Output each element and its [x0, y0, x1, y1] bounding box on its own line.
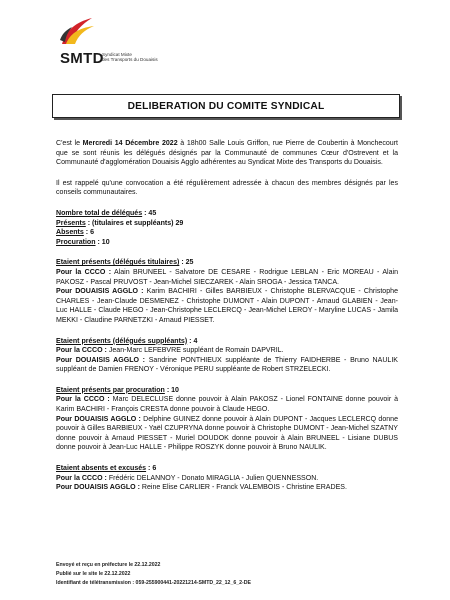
titulaires-douaisis: Pour DOUAISIS AGGLO : Karim BACHIRI - Gilles BARBIEUX - Christophe BLERVACQUE - Christophe CHARLES - Jean-Claude DESMENEZ - Christophe DUMONT - Alain DUPONT - Arnaud GLABIEN - Jean-Luc HALLE - Claude HEGO - Jean-Christophe LECLERCQ - Jean-Michel LEROY - Maryline LUCAS - Jamila MEKKI - Claudine PARNETZKI - Arnaud PIESSET. [56, 288, 398, 324]
titulaires-heading: Etaient présents (délégués titulaires) : 25 [56, 259, 194, 267]
total-absents: Absents : 6 [56, 229, 94, 237]
document-title: DELIBERATION DU COMITE SYNDICAL [127, 100, 325, 112]
logo-tagline: Syndicat Mixte des Transports du Douaisis [102, 52, 158, 63]
total-procuration: Procuration : 10 [56, 238, 110, 246]
smtd-logo [50, 14, 170, 74]
procuration-ccco: Pour la CCCO : Marc DELECLUSE donne pouvoir à Alain PAKOSZ - Lionel FONTAINE donne pouvoir à Karim BACHIRI - François CRESTA donne pouvoir à Claude HEGO. [56, 396, 399, 414]
intro-paragraph: C'est le Mercredi 14 Décembre 2022 à 18h00 Salle Louis Griffon, rue Pierre de Coubertin à Monchecourt que se sont réunis les délégués désignés par la Communauté de communes Cœur d'Ostrevent et la Communauté d'agglomération Douaisis Agglo adhérentes au Syndicat Mixte des Transports du Douaisis. [56, 140, 398, 167]
absents-douaisis: Pour DOUAISIS AGGLO : Reine Elise CARLIER - Franck VALEMBOIS - Christine ERADES. [56, 484, 347, 492]
footer-prefecture: Envoyé et reçu en préfecture le 22.12.2022 [56, 562, 161, 568]
transmission-footer [56, 561, 251, 588]
footer-identifier: Identifiant de télétransmission : 059-255900441-20221214-SMTD_22_12_6_2-DE [56, 580, 251, 586]
logo-mark-icon [56, 14, 96, 50]
logo-wordmark: SMTD [60, 50, 104, 67]
footer-publication: Publié sur le site le 22.12.2022 [56, 571, 131, 577]
convocation-paragraph: Il est rappelé qu'une convocation a été régulièrement adressée à chacun des membres désignés par les conseils communautaires. [56, 179, 398, 197]
suppleants-heading: Etaient présents (délégués suppléants) : 4 [56, 337, 198, 345]
total-presents: Présents : (titulaires et suppléants) 29 [56, 219, 184, 227]
procuration-douaisis: Pour DOUAISIS AGGLO : Delphine GUINEZ donne pouvoir à Alain DUPONT - Jacques LECLERCQ donne pouvoir à Gilles BARBIEUX - Yaël CZUPRYNA donne pouvoir à Christophe DUMONT - Jean-Michel SZATNY donne pouvoir à Arnaud PIESSET - Muriel DOUDOK donne pouvoir à Alain BRUNEEL - Lisiane DUBUS donne pouvoir à Jean-Luc HALLE - Philippe ROSZYK donne pouvoir à Bruno NAULIK. [56, 415, 398, 452]
suppleants-ccco: Pour la CCCO : Jean-Marc LEFEBVRE suppléant de Romain DAPVRIL. [56, 347, 284, 355]
total-delegues: Nombre total de délégués : 45 [56, 209, 157, 217]
absents-ccco: Pour la CCCO : Frédéric DELANNOY - Donato MIRAGLIA - Julien QUENNESSON. [56, 474, 319, 482]
suppleants-douaisis: Pour DOUAISIS AGGLO : Sandrine PONTHIEUX suppléante de Thierry FAIDHERBE - Bruno NAULIK suppléant de Damien FRENOY - Véronique PERU suppléante de Robert STRZELECKI. [56, 356, 398, 374]
procuration-heading: Etaient présents par procuration : 10 [56, 386, 179, 394]
document-body [56, 139, 398, 493]
document-title-box [52, 94, 400, 118]
absents-heading: Etaient absents et excusés : 6 [56, 465, 157, 473]
titulaires-ccco: Pour la CCCO : Alain BRUNEEL - Salvatore DE CESARE - Rodrigue LEBLAN - Eric MOREAU - Alain PAKOSZ - Pascal PRUVOST - Jean-Michel SIECZAREK - Alain SROGA - Jessica TANCA. [56, 268, 398, 286]
